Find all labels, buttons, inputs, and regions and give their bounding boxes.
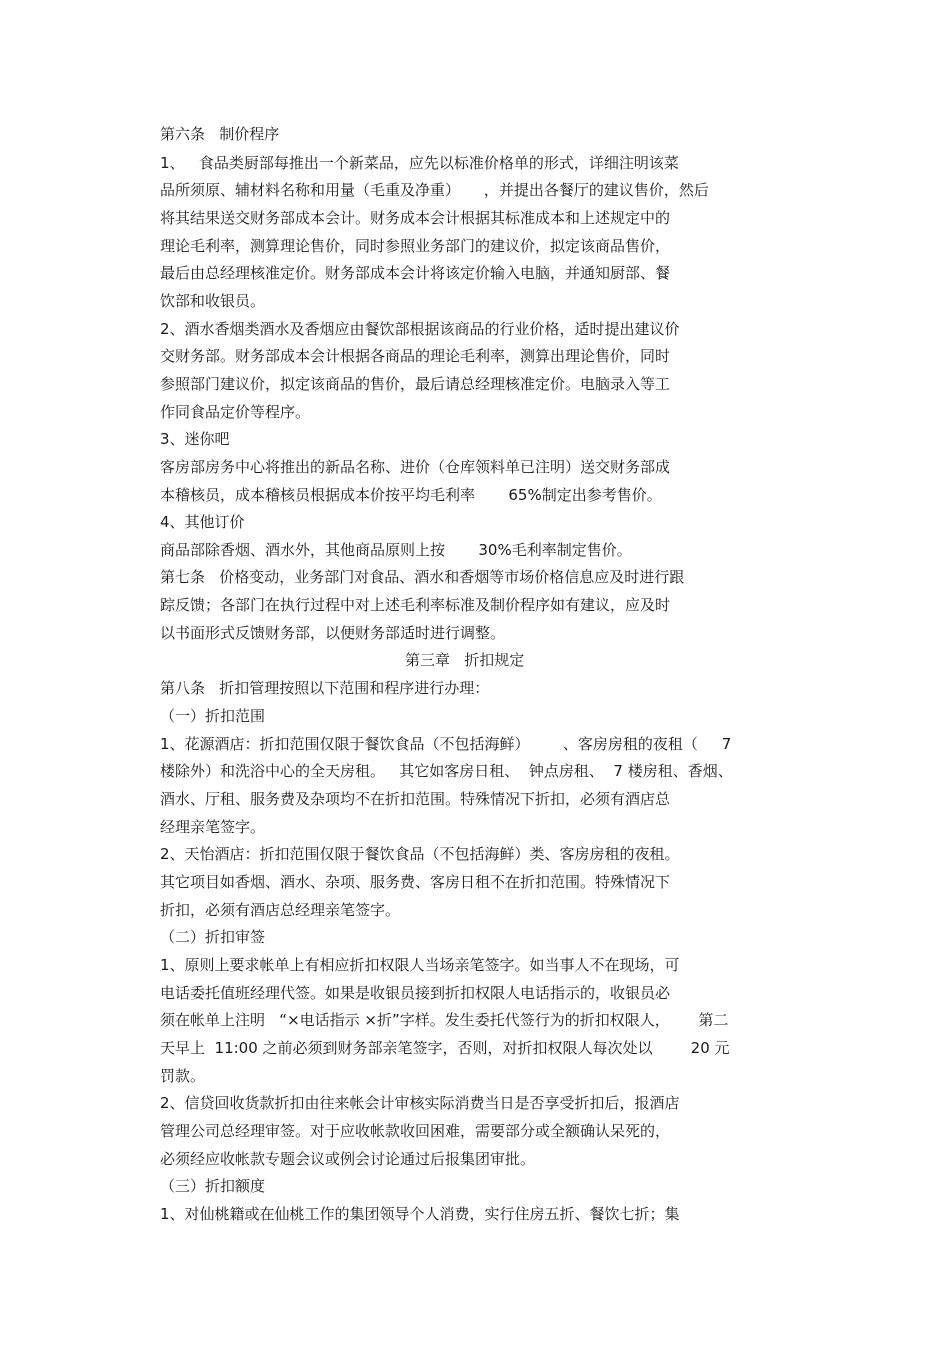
- text-line: 踪反馈；各部门在执行过程中对上述毛利率标准及制价程序如有建议，应及时: [160, 596, 671, 614]
- text-line: 罚款。: [160, 1067, 206, 1085]
- text-line: 4、其他订价: [160, 513, 245, 531]
- text-line: 2、信贷回收货款折扣由往来帐会计审核实际消费当日是否享受折扣后，报酒店: [160, 1094, 680, 1112]
- section-heading-article-6: 第六条 制价程序: [160, 125, 280, 143]
- text-line: 酒水、厅租、服务费及杂项均不在折扣范围。特殊情况下折扣，必须有酒店总: [160, 790, 671, 808]
- text-line: 理论毛利率，测算理论售价，同时参照业务部门的建议价，拟定该商品售价，: [160, 237, 671, 255]
- text-line: 客房部房务中心将推出的新品名称、进价（仓库领料单已注明）送交财务部成: [160, 458, 671, 476]
- text-line: 1、 食品类厨部每推出一个新菜品，应先以标准价格单的形式，详细注明该菜: [160, 154, 679, 172]
- text-line: 其它项目如香烟、酒水、杂项、服务费、客房日租不在折扣范围。特殊情况下: [160, 873, 671, 891]
- text-line: 饮部和收银员。: [160, 292, 266, 310]
- text-line: 须在帐单上注明 “×电话指示 ×折”字样。发生委托代签行为的折扣权限人， 第二: [160, 1011, 729, 1029]
- text-line: 商品部除香烟、酒水外，其他商品原则上按 30%毛利率制定售价。: [160, 541, 632, 559]
- text-line: 将其结果送交财务部成本会计。财务成本会计根据其标准成本和上述规定中的: [160, 209, 671, 227]
- subsection-heading: （三）折扣额度: [160, 1177, 266, 1195]
- text-line: 必须经应收帐款专题会议或例会讨论通过后报集团审批。: [160, 1150, 536, 1168]
- text-line: 1、原则上要求帐单上有相应折扣权限人当场亲笔签字。如当事人不在现场，可: [160, 956, 680, 974]
- text-line: 电话委托值班经理代签。如果是收银员接到折扣权限人电话指示的，收银员必: [160, 984, 671, 1002]
- text-line: 参照部门建议价，拟定该商品的售价，最后请总经理核准定价。电脑录入等工: [160, 375, 671, 393]
- text-line: 交财务部。财务部成本会计根据各商品的理论毛利率，测算出理论售价，同时: [160, 347, 671, 365]
- section-heading-article-8: 第八条 折扣管理按照以下范围和程序进行办理：: [160, 679, 490, 697]
- section-heading-article-7: 第七条 价格变动，业务部门对食品、酒水和香烟等市场价格信息应及时进行跟: [160, 568, 685, 586]
- text-line: 作同食品定价等程序。: [160, 403, 311, 421]
- text-line: 品所须原、辅材料名称和用量（毛重及净重） ，并提出各餐厅的建议售价，然后: [160, 181, 709, 199]
- text-line: 2、酒水香烟类酒水及香烟应由餐饮部根据该商品的行业价格，适时提出建议价: [160, 320, 680, 338]
- text-line: 3、迷你吧: [160, 430, 230, 448]
- subsection-heading: （一）折扣范围: [160, 707, 266, 725]
- text-line: 2、天怡酒店：折扣范围仅限于餐饮食品（不包括海鲜）类、客房房租的夜租。: [160, 845, 680, 863]
- text-line: 本稽核员，成本稽核员根据成本价按平均毛利率 65%制定出参考售价。: [160, 486, 662, 504]
- text-line: 楼除外）和洗浴中心的全天房租。 其它如客房日租、 钟点房租、 7 楼房租、香烟、: [160, 762, 733, 780]
- text-line: 1、花源酒店：折扣范围仅限于餐饮食品（不包括海鲜） 、客房房租的夜租（ 7: [160, 735, 732, 753]
- text-line: 1、对仙桃籍或在仙桃工作的集团领导个人消费，实行住房五折、餐饮七折；集: [160, 1205, 680, 1223]
- text-line: 最后由总经理核准定价。财务部成本会计将该定价输入电脑，并通知厨部、餐: [160, 264, 671, 282]
- text-line: 折扣，必须有酒店总经理亲笔签字。: [160, 901, 401, 919]
- chapter-heading: 第三章 折扣规定: [405, 651, 525, 669]
- text-line: 管理公司总经理审签。对于应收帐款收回困难，需要部分或全额确认呆死的，: [160, 1122, 671, 1140]
- subsection-heading: （二）折扣审签: [160, 928, 266, 946]
- text-line: 以书面形式反馈财务部，以便财务部适时进行调整。: [160, 624, 506, 642]
- text-line: 经理亲笔签字。: [160, 818, 266, 836]
- text-line: 天早上 11:00 之前必须到财务部亲笔签字，否则，对折扣权限人每次处以 20 元: [160, 1039, 730, 1057]
